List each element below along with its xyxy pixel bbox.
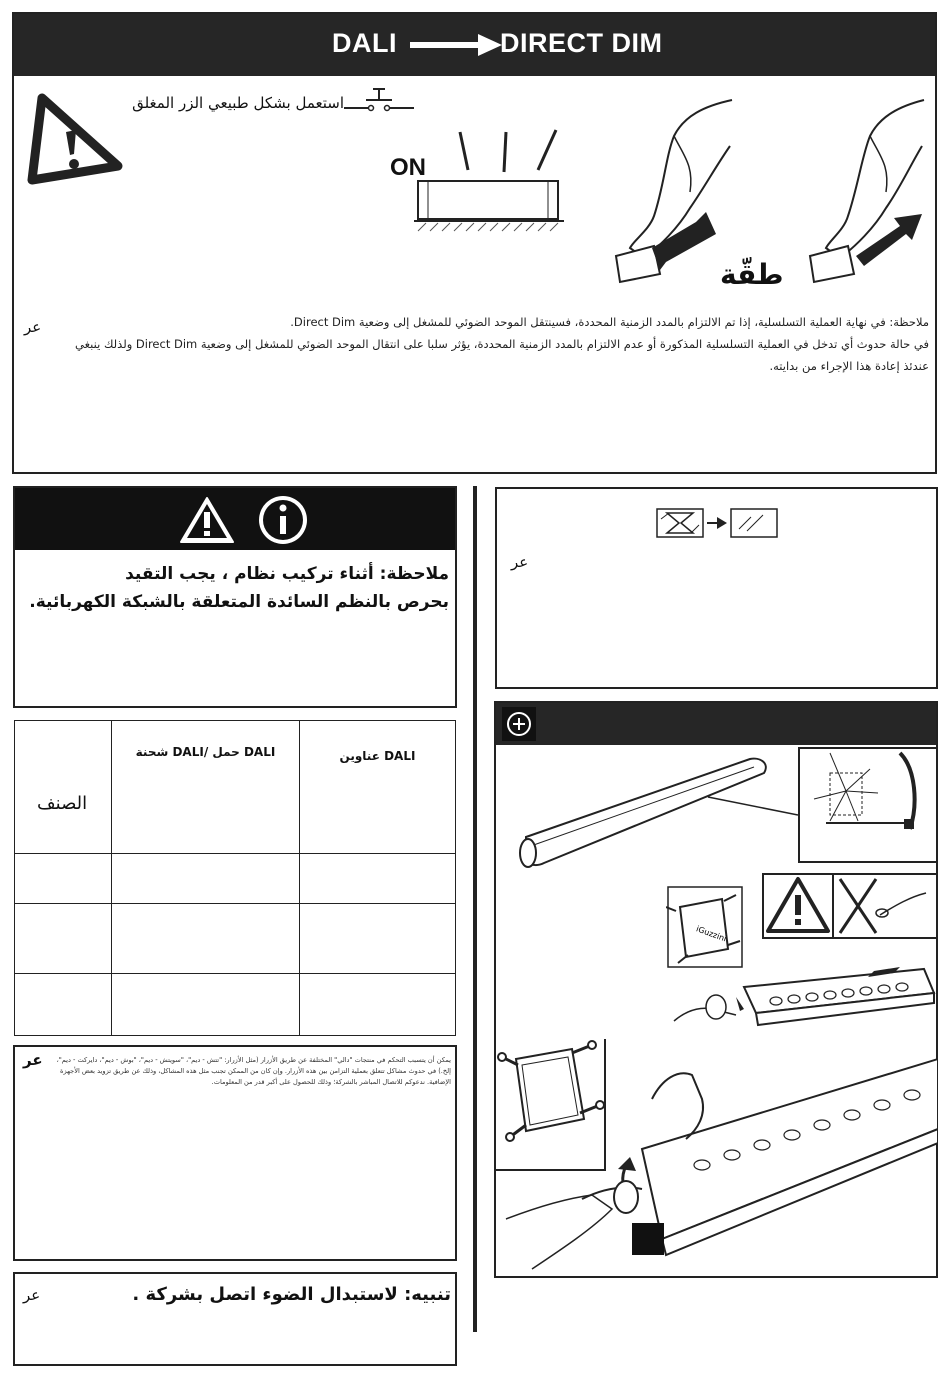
col-addresses-header <box>300 721 456 854</box>
push-button-switch-icon <box>344 86 414 116</box>
bottom-note-text: يمكن أن يتسبب التحكم في منتجات "دالي" المختلفة عن طريق الأزرار (مثل الأزرار: "تتش - ديم"، "سويتش - ديم"، "بوش - ديم"، دايركت - ديم"، إلخ.) في حدوث مشاكل تتعلق بعملية التزامن بين هذه الأزرار. وإن كان من الممكن تجنب مثل هذه المشاكل، وذلك عن طريق تزويد بعض الأجهزة الإضافية. ندعوكم للاتصال المباشر بالشركة؛ وذلك للحصول على أكبر قدر من المعلومات. <box>56 1056 451 1086</box>
hand-release-illustration <box>804 96 934 286</box>
caution-text: تنبيه: لاستبدال الضوء اتصل بشركة . <box>132 1284 451 1305</box>
table-cell <box>112 974 300 1036</box>
column-divider <box>473 486 477 1332</box>
table-cell <box>300 974 456 1036</box>
warning-line-1: ملاحظة: أثناء تركيب نظام ، يجب التقيد <box>125 564 449 584</box>
no-screwdriver-icon <box>836 875 936 937</box>
table-cell <box>15 904 112 974</box>
note-line-1: ملاحظة: في نهاية العملية التسلسلية، إذا تم الالتزام بالمدد الزمنية المحددة، فسينتقل الموحد الضوئي للمشغل إلى وضعية Direct Dim. <box>290 315 929 329</box>
warning-triangle-icon <box>764 875 834 937</box>
luminaire-fixture-icon <box>414 179 564 237</box>
plus-circle-icon <box>502 707 536 741</box>
luminaire-body-illustration <box>664 949 938 1039</box>
lens-removal-illustration <box>502 1039 938 1275</box>
bottom-note-box <box>13 1045 457 1261</box>
dali-table <box>14 720 456 1036</box>
installation-header <box>496 703 936 745</box>
col-type-header <box>15 721 112 854</box>
light-rays-icon <box>454 126 574 186</box>
warning-triangle-icon <box>177 494 237 546</box>
warning-box-header <box>15 488 455 550</box>
replace-glass-box <box>495 487 938 689</box>
plus-icon-box <box>502 707 536 741</box>
table-cell <box>300 904 456 974</box>
info-icon <box>255 492 311 548</box>
installation-box <box>494 701 938 1278</box>
top-panel <box>12 12 937 474</box>
divider-line <box>832 875 834 937</box>
table-cell <box>15 854 112 904</box>
note-line-3: عندئذ إعادة هذا الإجراء من بدايته. <box>769 359 929 373</box>
broken-glass-replace-icon <box>655 505 779 541</box>
table-cell <box>300 854 456 904</box>
warning-no-tool-frame <box>762 873 938 939</box>
col-type-label: الصنف <box>37 793 88 814</box>
warning-box <box>13 486 457 708</box>
table-cell <box>15 974 112 1036</box>
header-direct-dim: DIRECT DIM <box>500 28 663 58</box>
table-cell <box>112 854 300 904</box>
bottom-note-lang: عر <box>23 1051 43 1069</box>
header-bar <box>14 14 935 76</box>
brand-mark: iGuzzini <box>694 924 728 944</box>
lang-code: عر <box>24 318 42 336</box>
table-cell <box>112 904 300 974</box>
col-addresses-label: عناوين DALI <box>339 749 416 763</box>
diffuser-profile-illustration <box>498 751 798 881</box>
tap-label: طقّة <box>720 258 784 291</box>
diffuser-detail-icon <box>800 749 938 863</box>
warning-triangle-icon <box>24 90 124 188</box>
header-dali: DALI <box>332 28 397 58</box>
on-label: ON <box>390 154 426 181</box>
replace-glass-lang: عر <box>511 553 529 571</box>
warning-line-2: بحرص بالنظم السائدة المتعلقة بالشبكة الكهربائية. <box>29 592 449 612</box>
profile-detail-frame <box>798 747 938 863</box>
switch-caption: استعمل بشكل طبيعي الزر المغلق <box>132 94 344 112</box>
note-line-2: في حالة حدوث أي تدخل في العملية التسلسلية المذكورة أو عدم الالتزام بالمدد الزمنية المحددة، يؤثر سلبا على انتقال الموحد الضوئي للمشغل إلى وضعية Direct Dim ولذلك ينبغي <box>75 337 929 351</box>
caution-box <box>13 1272 457 1366</box>
caution-lang: عر <box>23 1286 41 1304</box>
arrow-right-icon <box>410 34 502 56</box>
col-loads-label: شحنة DALI/ حمل DALI <box>135 745 276 759</box>
col-loads-header <box>112 721 300 854</box>
